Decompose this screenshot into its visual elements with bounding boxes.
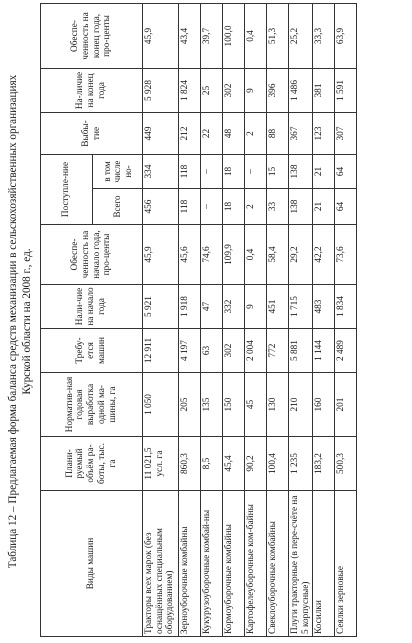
cell-required: 63 xyxy=(201,329,223,373)
cell-avail-start: 483 xyxy=(313,285,335,329)
cell-planned: 45,4 xyxy=(223,437,245,491)
cell-avail-end: 9 xyxy=(245,68,267,112)
cell-required: 2 004 xyxy=(245,329,267,373)
cell-avail-end: 1 824 xyxy=(179,68,201,112)
cell-disposal: 307 xyxy=(335,112,357,154)
table-row xyxy=(201,3,223,636)
header-norm: Норматив-ная годовая выработка одной ма-шины, га xyxy=(41,373,143,437)
header-disposal: Выбы-тие xyxy=(41,112,143,154)
cell-norm: 160 xyxy=(313,373,335,437)
table-row xyxy=(267,3,289,636)
cell-planned: 11 021,5 усл. га xyxy=(143,437,179,491)
cell-supply-start: 0,4 xyxy=(245,225,267,285)
header-supply-start: Обеспе-ченность на начало года, про-центы xyxy=(41,225,143,285)
cell-planned: 860,3 xyxy=(179,437,201,491)
cell-arrival-total: 33 xyxy=(267,189,289,225)
cell-avail-end: 396 xyxy=(267,68,289,112)
cell-avail-end: 25 xyxy=(201,68,223,112)
cell-arrival-new: – xyxy=(201,154,223,188)
cell-disposal: 123 xyxy=(313,112,335,154)
table-row xyxy=(179,3,201,636)
cell-supply-end: 39,7 xyxy=(201,3,223,68)
table-caption-line1: Таблица 12 – Предлагаемая форма баланса средств механизации в сельскохозяйственных организациях xyxy=(7,74,19,569)
mechanization-balance-table xyxy=(40,3,357,637)
cell-supply-end: 33,3 xyxy=(313,3,335,68)
cell-arrival-new: 334 xyxy=(143,154,179,188)
cell-avail-end: 302 xyxy=(223,68,245,112)
cell-machine-name: Тракторы всех марок (без оснащённых специальным оборудованием) xyxy=(143,491,179,637)
cell-disposal: 2 xyxy=(245,112,267,154)
cell-arrival-new: 64 xyxy=(335,154,357,188)
cell-required: 772 xyxy=(267,329,289,373)
cell-avail-end: 5 928 xyxy=(143,68,179,112)
cell-norm: 130 xyxy=(267,373,289,437)
cell-norm: 210 xyxy=(289,373,313,437)
cell-supply-start: 74,6 xyxy=(201,225,223,285)
cell-avail-start: 1 918 xyxy=(179,285,201,329)
cell-arrival-new: – xyxy=(245,154,267,188)
cell-machine-name: Кормоуборочные комбайны xyxy=(223,491,245,637)
cell-supply-end: 43,4 xyxy=(179,3,201,68)
cell-arrival-total: 2 xyxy=(245,189,267,225)
header-name: Виды машин xyxy=(41,491,143,637)
cell-machine-name: Свеклоуборочные комбайны xyxy=(267,491,289,637)
cell-machine-name: Косилки xyxy=(313,491,335,637)
cell-supply-end: 51,3 xyxy=(267,3,289,68)
cell-avail-end: 1 591 xyxy=(335,68,357,112)
cell-machine-name: Картофелеуборочные ком-байны xyxy=(245,491,267,637)
cell-machine-name: Зерноуборочные комбайны xyxy=(179,491,201,637)
cell-arrival-new: 138 xyxy=(289,154,313,188)
header-avail-end: На-личие на конец года xyxy=(41,68,143,112)
cell-arrival-new: 18 xyxy=(223,154,245,188)
cell-arrival-total: – xyxy=(201,189,223,225)
cell-supply-end: 0,4 xyxy=(245,3,267,68)
cell-arrival-new: 118 xyxy=(179,154,201,188)
cell-disposal: 449 xyxy=(143,112,179,154)
cell-required: 4 197 xyxy=(179,329,201,373)
cell-avail-end: 1 486 xyxy=(289,68,313,112)
cell-avail-end: 381 xyxy=(313,68,335,112)
cell-arrival-total: 118 xyxy=(179,189,201,225)
table-row xyxy=(245,3,267,636)
table-row xyxy=(143,3,179,636)
cell-norm: 150 xyxy=(223,373,245,437)
cell-avail-start: 1 715 xyxy=(289,285,313,329)
cell-norm: 1 050 xyxy=(143,373,179,437)
table-row xyxy=(289,3,313,636)
cell-planned: 100,4 xyxy=(267,437,289,491)
cell-supply-end: 25,2 xyxy=(289,3,313,68)
cell-machine-name: Кукурузоуборочные комбай-ны xyxy=(201,491,223,637)
header-planned: Плани-руемый объём ра-боты, тыс. га xyxy=(41,437,143,491)
header-required: Требу-ется машин xyxy=(41,329,143,373)
cell-planned: 500,3 xyxy=(335,437,357,491)
cell-arrival-new: 15 xyxy=(267,154,289,188)
cell-disposal: 212 xyxy=(179,112,201,154)
cell-avail-start: 5 921 xyxy=(143,285,179,329)
cell-arrival-total: 138 xyxy=(289,189,313,225)
header-supply-end: Обеспе-ченность на конец года, про-центы xyxy=(41,3,143,68)
table-row xyxy=(223,3,245,636)
cell-supply-end: 45,9 xyxy=(143,3,179,68)
cell-required: 5 881 xyxy=(289,329,313,373)
table-row xyxy=(335,3,357,636)
cell-planned: 8,5 xyxy=(201,437,223,491)
cell-supply-start: 42,2 xyxy=(313,225,335,285)
cell-norm: 135 xyxy=(201,373,223,437)
cell-required: 12 911 xyxy=(143,329,179,373)
cell-disposal: 88 xyxy=(267,112,289,154)
table-caption-line2: Курской области на 2008 г., ед. xyxy=(21,248,33,395)
cell-avail-start: 47 xyxy=(201,285,223,329)
cell-planned: 1 235 xyxy=(289,437,313,491)
cell-disposal: 48 xyxy=(223,112,245,154)
header-arrival-total: Всего xyxy=(93,189,143,225)
cell-supply-start: 58,4 xyxy=(267,225,289,285)
cell-norm: 45 xyxy=(245,373,267,437)
cell-supply-start: 29,2 xyxy=(289,225,313,285)
cell-arrival-total: 64 xyxy=(335,189,357,225)
cell-required: 2 489 xyxy=(335,329,357,373)
cell-required: 302 xyxy=(223,329,245,373)
cell-supply-start: 45,6 xyxy=(179,225,201,285)
cell-arrival-total: 456 xyxy=(143,189,179,225)
cell-arrival-new: 21 xyxy=(313,154,335,188)
cell-disposal: 22 xyxy=(201,112,223,154)
cell-supply-start: 73,6 xyxy=(335,225,357,285)
cell-disposal: 367 xyxy=(289,112,313,154)
cell-machine-name: Плуги тракторные (в пере-счёте на 5 корпусные) xyxy=(289,491,313,637)
header-arrival: Поступле-ние xyxy=(41,154,93,224)
cell-norm: 201 xyxy=(335,373,357,437)
cell-planned: 183,2 xyxy=(313,437,335,491)
cell-supply-end: 100,0 xyxy=(223,3,245,68)
cell-machine-name: Сеялки зерновые xyxy=(335,491,357,637)
cell-planned: 90,2 xyxy=(245,437,267,491)
table-row xyxy=(313,3,335,636)
cell-norm: 205 xyxy=(179,373,201,437)
cell-arrival-total: 18 xyxy=(223,189,245,225)
header-avail-start: Нали-чие на начало года xyxy=(41,285,143,329)
cell-avail-start: 451 xyxy=(267,285,289,329)
cell-avail-start: 9 xyxy=(245,285,267,329)
cell-supply-end: 63,9 xyxy=(335,3,357,68)
cell-supply-start: 45,9 xyxy=(143,225,179,285)
cell-supply-start: 109,9 xyxy=(223,225,245,285)
table-body xyxy=(143,3,357,636)
cell-avail-start: 1 834 xyxy=(335,285,357,329)
header-arrival-new: в том числе но- xyxy=(93,154,143,188)
cell-arrival-total: 21 xyxy=(313,189,335,225)
cell-required: 1 144 xyxy=(313,329,335,373)
cell-avail-start: 332 xyxy=(223,285,245,329)
